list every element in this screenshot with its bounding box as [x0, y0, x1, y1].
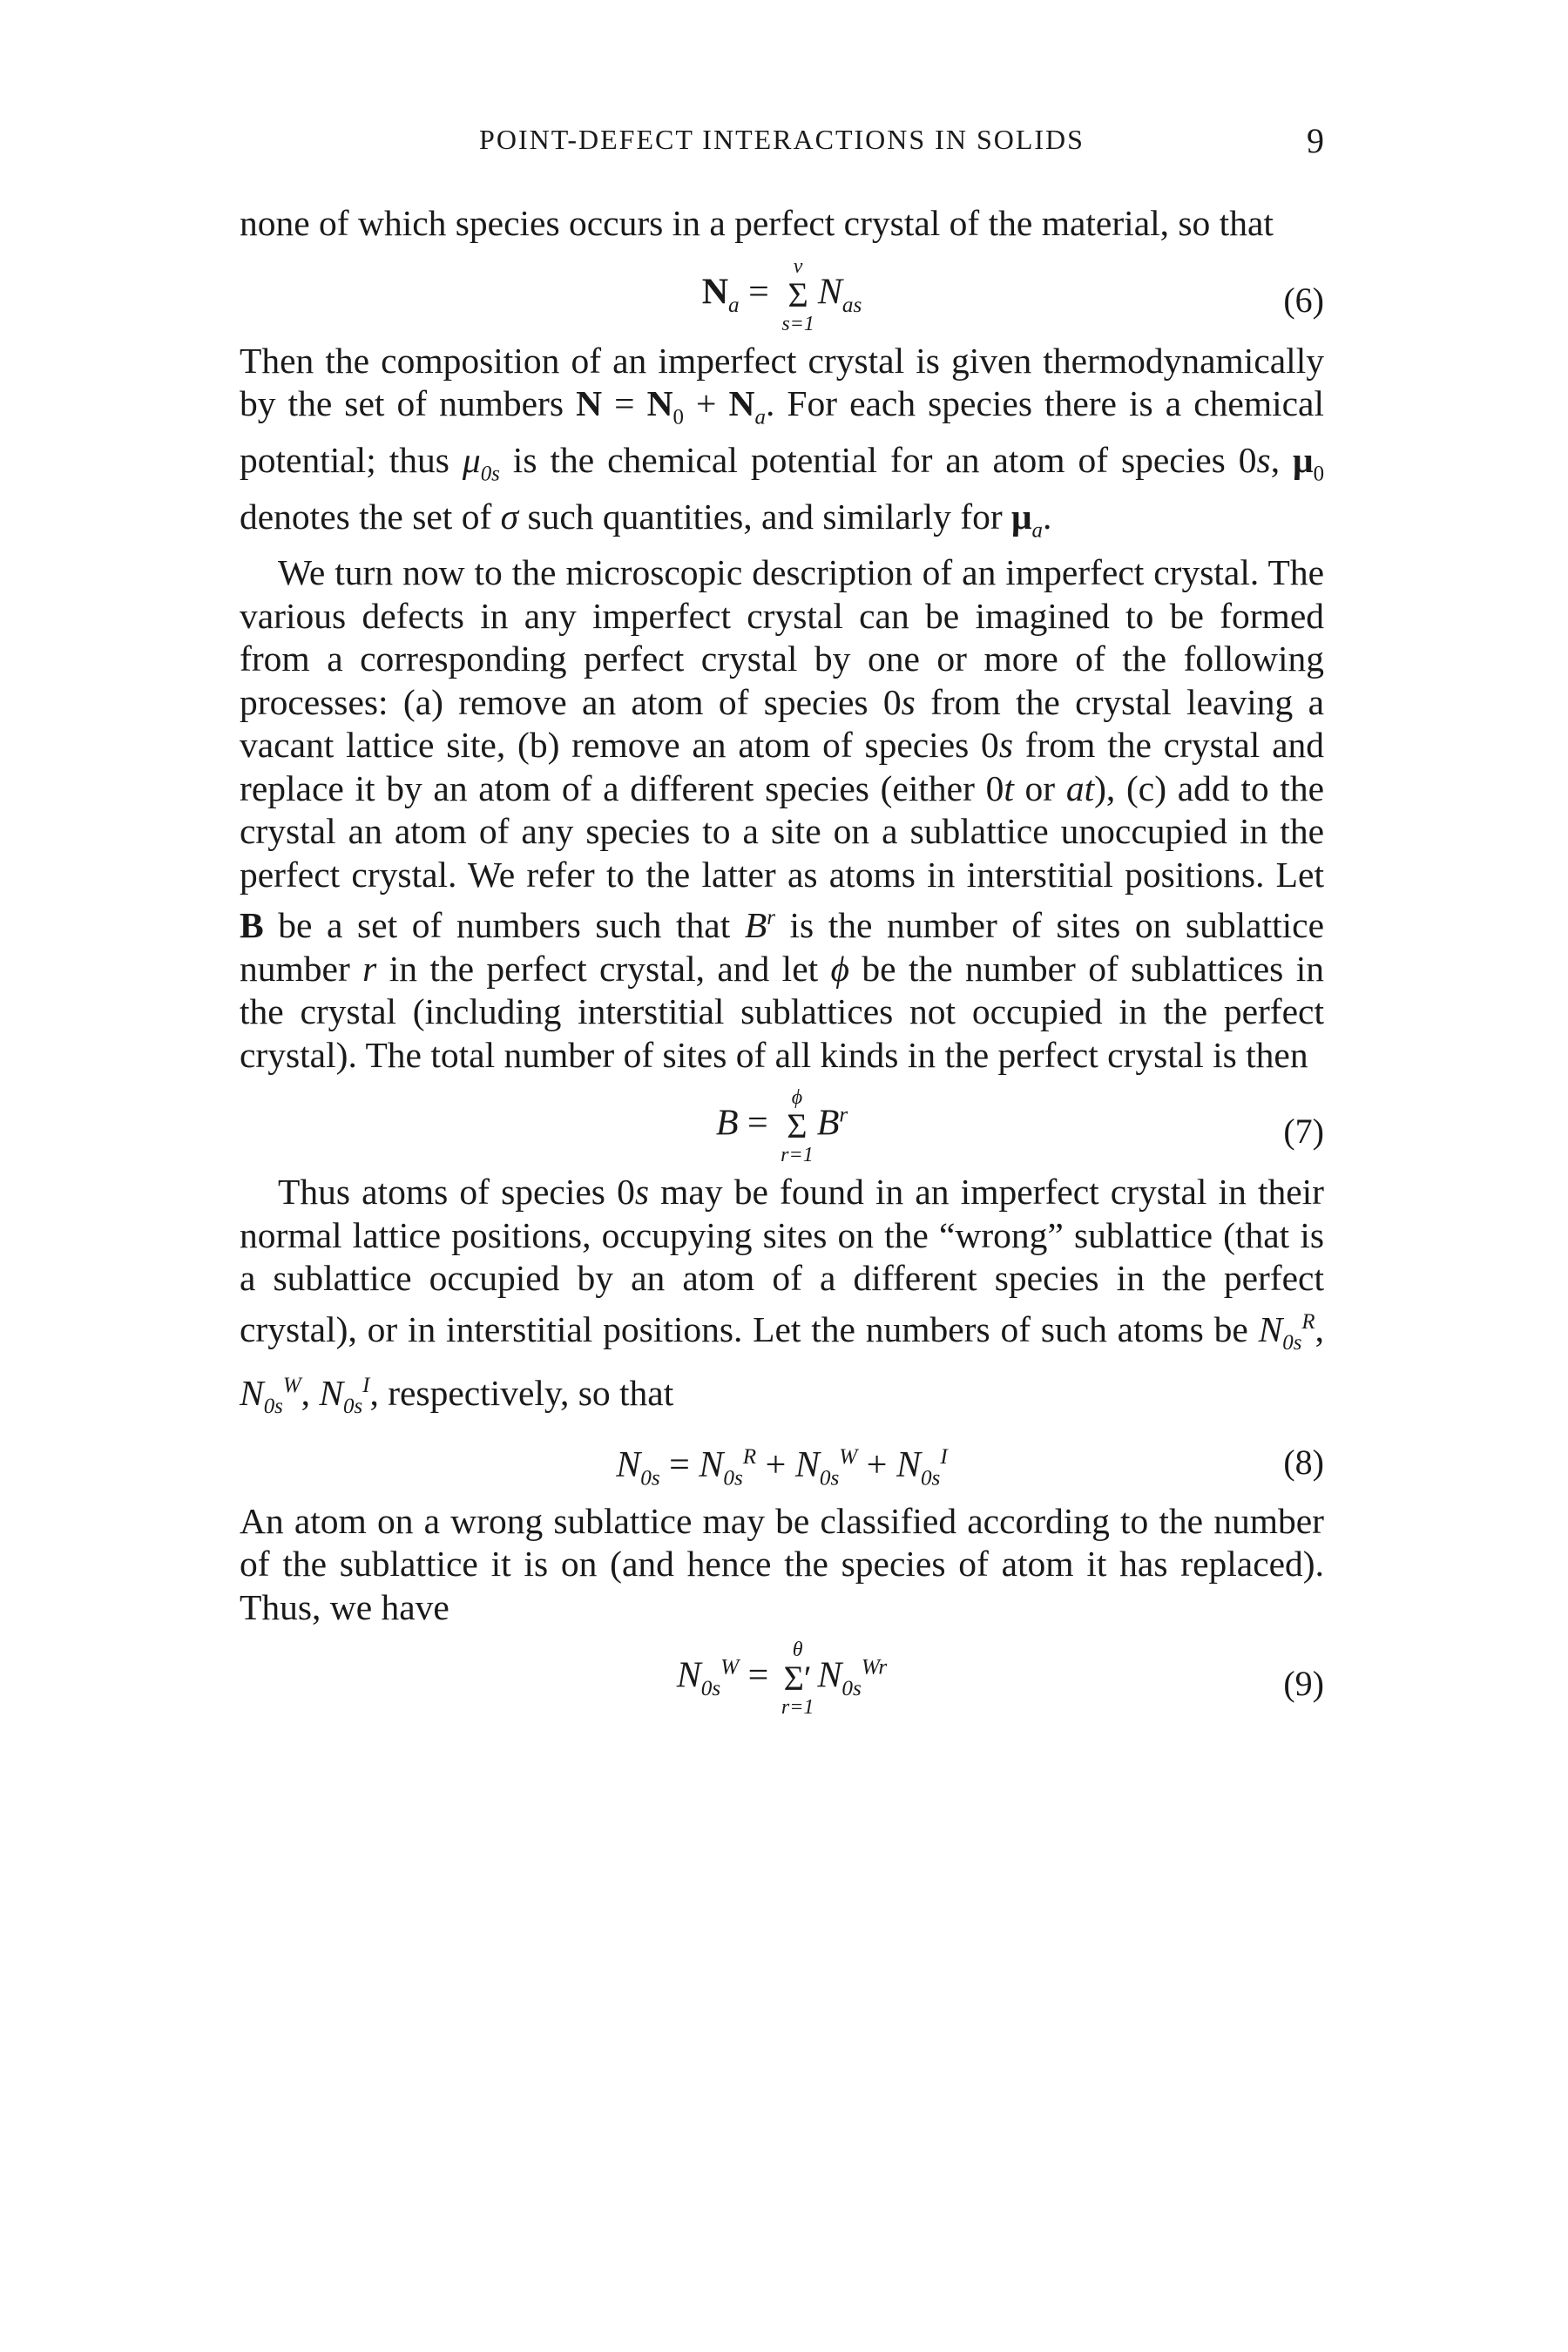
paragraph-2: Then the composition of an imperfect crystal is given thermodynamically by the set of numbers $N = N_0 + N_a$. For each species there is a chemical potential; thus $\mu_{0s}$ is the chemical potential for an atom of species 0s, $\mu_0$ denotes the set of σ such quantities, and similarly for $\mu_a$. — [240, 340, 1325, 542]
body-text — [240, 202, 1324, 1723]
equation-7 — [240, 1078, 1324, 1169]
equation-8-formula: $N_{0s} = N_{0s}^R + N_{0s}^W + N_{0s}^I$ — [616, 1444, 948, 1490]
equation-7-formula: B = ϕ Σ r=1 $B^r$ — [715, 1086, 848, 1167]
page-header — [240, 120, 1324, 164]
summation-symbol: θ Σ′ r=1 — [781, 1639, 814, 1720]
running-head: POINT-DEFECT INTERACTIONS IN SOLIDS — [479, 124, 1085, 155]
paragraph-4: Thus atoms of species 0s may be found in an imperfect crystal in their normal lattice positions, occupying sites on the “wrong” sublattice (that is a sublattice occupied by an atom of a different species in the perfect crystal), or in interstitial positions. Let the numbers of such atoms be $N_{0s}^R$, $N_{0s}^W$, $N_{0s}^I$, respectively, so that — [240, 1172, 1325, 1419]
equation-6 — [240, 247, 1324, 338]
equation-9-formula: $N_{0s}^W$ = θ Σ′ r=1 $N_{0s}^{Wr}$ — [676, 1639, 888, 1720]
paragraph-5: An atom on a wrong sublattice may be classified according to the number of the sublattice it is on (and hence the species of atom it has replaced). Thus, we have — [240, 1500, 1324, 1627]
equation-number: (6) — [1283, 280, 1324, 320]
equation-6-formula: $N_a$ = ν Σ s=1 $N_{as}$ — [701, 254, 862, 335]
equation-number: (7) — [1283, 1112, 1324, 1152]
page-number: 9 — [1307, 121, 1324, 160]
equation-number: (8) — [1283, 1442, 1324, 1482]
equation-9 — [240, 1631, 1324, 1721]
summation-symbol: ϕ Σ r=1 — [781, 1086, 814, 1167]
paragraph-3: We turn now to the microscopic description of an imperfect crystal. The various defects in any imperfect crystal can be imagined to be formed from a corresponding perfect crystal by one or more of the following processes: (a) remove an atom of species 0s from the crystal leaving a vacant lattice site, (b) remove an atom of species 0s from the crystal and replace it by an atom of a different species (either 0t or at), (c) add to the crystal an atom of any species to a site on a sublattice unoccupied in the perfect crystal. We refer to the latter as atoms in interstitial positions. Let B be a set of numbers such that $B^r$ is the number of sites on sublattice number r in the perfect crystal, and let ϕ be the number of sublattices in the crystal (including interstitial sublattices not occupied in the perfect crystal). The total number of sites of all kinds in the perfect crystal is then — [240, 552, 1325, 1075]
summation-symbol: ν Σ s=1 — [781, 254, 814, 335]
equation-8 — [240, 1430, 1324, 1498]
paragraph-1: none of which species occurs in a perfect crystal of the material, so that — [240, 203, 1274, 243]
equation-number: (9) — [1283, 1664, 1324, 1704]
